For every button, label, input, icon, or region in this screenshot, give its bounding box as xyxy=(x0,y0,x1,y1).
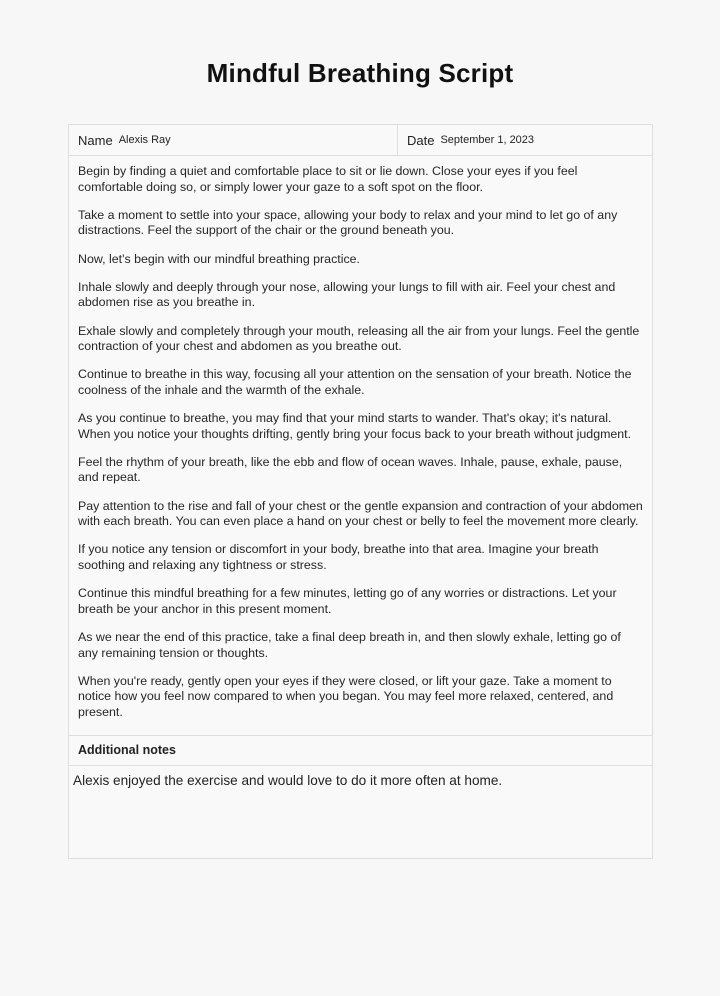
script-paragraph: Now, let's begin with our mindful breathing practice. xyxy=(78,251,360,266)
date-label: Date xyxy=(407,132,435,148)
script-paragraph: When you're ready, gently open your eyes if they were closed, or lift your gaze. Take a moment to notice how you feel now compared to when you began. You may feel more relaxed, centered, and present. xyxy=(78,673,614,719)
header-row xyxy=(69,125,652,156)
script-paragraph: Pay attention to the rise and fall of your chest or the gentle expansion and contraction of your abdomen with each breath. You can even place a hand on your chest or belly to feel the movement more clearly. xyxy=(78,498,643,529)
script-paragraph: Inhale slowly and deeply through your nose, allowing your lungs to fill with air. Feel your chest and abdomen rise as you breathe in. xyxy=(78,279,616,310)
script-paragraph: Continue to breathe in this way, focusing all your attention on the sensation of your breath. Notice the coolness of the inhale and the warmth of the exhale. xyxy=(78,367,632,397)
script-paragraph: Feel the rhythm of your breath, like the ebb and flow of ocean waves. Inhale, pause, exhale, pause, and repeat. xyxy=(78,454,623,485)
script-paragraph: Begin by finding a quiet and comfortable place to sit or lie down. Close your eyes if you feel comfortable doing so, or simply lower your gaze to a soft spot on the floor. xyxy=(78,164,578,194)
date-field xyxy=(398,125,652,155)
date-value: September 1, 2023 xyxy=(440,134,535,146)
script-paragraph: As you continue to breathe, you may find that your mind starts to wander. That's okay; it's natural. When you notice your thoughts drifting, gently bring your focus back to your breath without judgment. xyxy=(78,411,632,441)
name-value: Alexis Ray xyxy=(118,134,171,146)
name-label: Name xyxy=(78,132,113,148)
breathing-script-form xyxy=(68,124,653,859)
script-body xyxy=(69,156,652,736)
additional-notes-header: Additional notes xyxy=(69,736,652,766)
script-paragraph: Take a moment to settle into your space, allowing your body to relax and your mind to let go of any distractions. Feel the support of the chair or the ground beneath you. xyxy=(78,207,618,238)
script-paragraph: As we near the end of this practice, take a final deep breath in, and then slowly exhale, letting go of any remaining tension or thoughts. xyxy=(78,630,621,660)
page-title: Mindful Breathing Script xyxy=(206,58,514,88)
script-paragraph: Exhale slowly and completely through your mouth, releasing all the air from your lungs. Feel the gentle contraction of your chest and abdomen as you breathe out. xyxy=(78,323,640,354)
name-field xyxy=(69,125,398,155)
additional-notes-text: Alexis enjoyed the exercise and would love to do it more often at home. xyxy=(73,772,503,788)
script-paragraph: If you notice any tension or discomfort in your body, breathe into that area. Imagine your breath soothing and relaxing any tightness or stress. xyxy=(78,542,599,573)
script-paragraph: Continue this mindful breathing for a few minutes, letting go of any worries or distractions. Let your breath be your anchor in this present moment. xyxy=(78,586,617,616)
